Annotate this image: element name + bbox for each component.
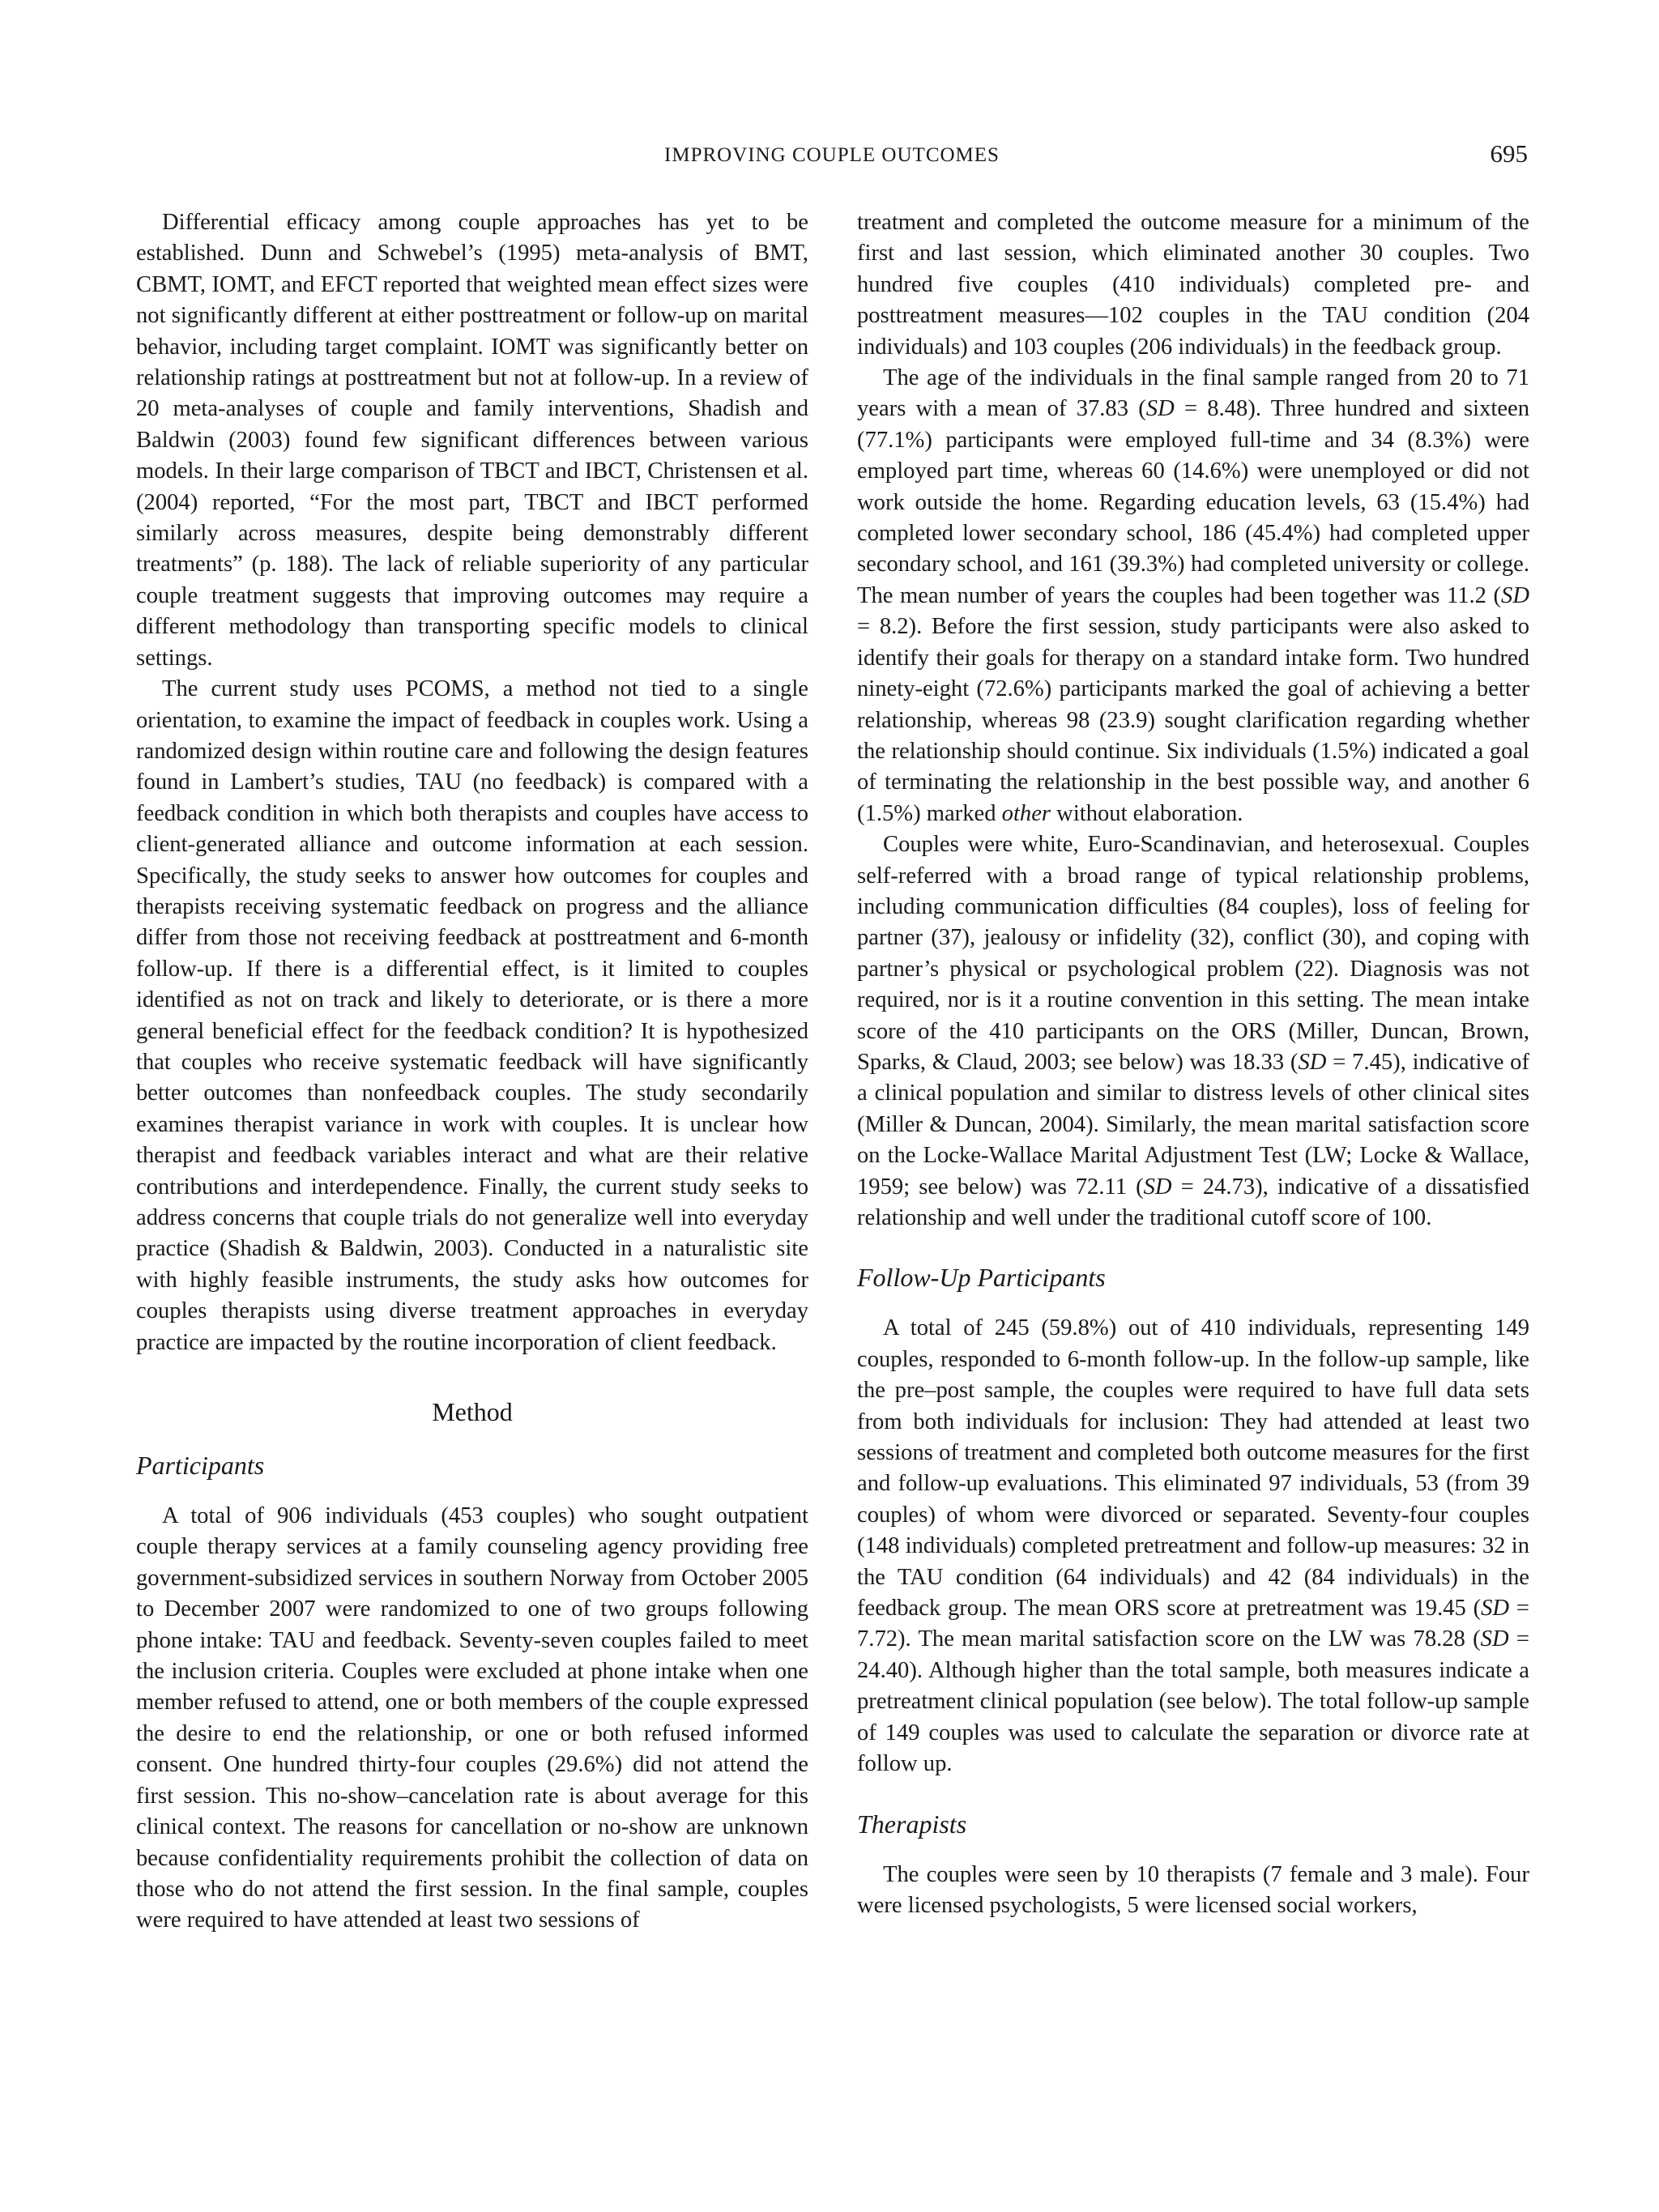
subsection-heading-therapists: Therapists	[857, 1809, 967, 1839]
sd-symbol: SD	[1480, 1626, 1509, 1652]
text-run: The age of the individuals in the final sample ranged from 20 to 71 years with a mean of 37.83 (	[857, 365, 1529, 422]
text-run: = 7.45), indicative of a clinical population and similar to distress levels of other clinical sites (Miller & Duncan, 2004). Similarly, the mean marital satisfaction score on the Locke-Wallace Marital Adjustment Test (LW; Locke & Wallace, 1959; see below) was 72.11 (	[857, 1049, 1529, 1200]
text-run: Couples were white, Euro-Scandinavian, and heterosexual. Couples self-referred with a broad range of typical relationship problems, including communication difficulties (84 couples), loss of feeling for partner (37), jealousy or infidelity (32), conflict (30), and coping with partner’s physical or psychological problem (22). Diagnosis was not required, nor is it a routine convention in this setting. The mean intake score of the 410 participants on the ORS (Miller, Duncan, Brown, Sparks, & Claud, 2003; see below) was 18.33 (	[857, 832, 1529, 1075]
paragraph-continued-treatment: treatment and completed the outcome measure for a minimum of the first and last session, which eliminated another 30 couples. Two hundred five couples (410 individuals) completed pre- and posttreatment measures—102 couples in the TAU condition (204 individuals) and 103 couples (206 individuals) in the feedback group.	[857, 210, 1529, 360]
sd-symbol: SD	[1143, 1174, 1172, 1200]
text-run: A total of 245 (59.8%) out of 410 individuals, representing 149 couples, responded to 6-month follow-up. In the follow-up sample, like the pre–post sample, the couples were required to have full data sets from both individuals for inclusion: They had attended at least two sessions of treatment and completed both outcome measures for the first and follow-up evaluations. This eliminated 97 individuals, 53 (from 39 couples) of whom were divorced or separated. Seventy-four couples (148 individuals) completed pretreatment and follow-up measures: 32 in the TAU condition (64 individuals) and 42 (84 individuals) in the feedback group. The mean ORS score at pretreatment was 19.45 (	[857, 1315, 1529, 1622]
sd-symbol: SD	[1298, 1049, 1327, 1075]
section-heading-method: Method	[432, 1397, 513, 1427]
subsection-heading-follow-up-participants: Follow-Up Participants	[857, 1263, 1106, 1293]
paragraph-follow-up	[857, 1313, 1529, 1779]
paragraph-couples-description	[857, 829, 1529, 1234]
paragraph-participants: A total of 906 individuals (453 couples) who sought outpatient couple therapy services at a family counseling agency providing free government-subsidized services in southern Norway from October 2005 to December 2007 were randomized to one of two groups following phone intake: TAU and feedback. Seventy-seven couples failed to meet the inclusion criteria. Couples were excluded at phone intake when one member refused to attend, one or both members of the couple expressed the desire to end the relationship, or one or both refused informed consent. One hundred thirty-four couples (29.6%) did not attend the first session. This no-show–cancelation rate is about average for this clinical context. The reasons for cancellation or no-show are unknown because confidentiality requirements prohibit the collection of data on those who do not attend the first session. In the final sample, couples were required to have attended at least two sessions of	[136, 1503, 808, 1933]
text-run: = 8.2). Before the first session, study participants were also asked to identify their goals for therapy on a standard intake form. Two hundred ninety-eight (72.6%) participants marked the goal of achieving a better relationship, whereas 98 (23.9) sought clarification regarding whether the relationship should continue. Six individuals (1.5%) indicated a goal of terminating the relationship in the best possible way, and another 6 (1.5%) marked	[857, 614, 1529, 826]
paragraph-differential-efficacy: Differential efficacy among couple approaches has yet to be established. Dunn and Schwebel’s (1995) meta-analysis of BMT, CBMT, IOMT, and EFCT reported that weighted mean effect sizes were not significantly different at either posttreatment or follow-up on marital behavior, including target complaint. IOMT was significantly better on relationship ratings at posttreatment but not at follow-up. In a review of 20 meta-analyses of couple and family interventions, Shadish and Baldwin (2003) found few significant differences between various models. In their large comparison of TBCT and IBCT, Christensen et al. (2004) reported, “For the most part, TBCT and IBCT performed similarly across measures, despite being demonstrably different treatments” (p. 188). The lack of reliable superiority of any particular couple treatment suggests that improving outcomes may require a different methodology than transporting specific models to clinical settings.	[136, 210, 808, 671]
text-run: = 7.72). The mean marital satisfaction score on the LW was 78.28 (	[857, 1596, 1529, 1652]
text-run: = 24.40). Although higher than the total sample, both measures indicate a pretreatment clinical population (see below). The total follow-up sample of 149 couples was used to calculate the separation or divorce rate at follow up.	[857, 1626, 1529, 1777]
italic-other: other	[1001, 800, 1051, 826]
text-run: without elaboration.	[1051, 800, 1243, 826]
text-run: = 24.73), indicative of a dissatisfied relationship and well under the traditional cutoff score of 100.	[857, 1174, 1529, 1230]
paragraph-therapists: The couples were seen by 10 therapists (7 female and 3 male). Four were licensed psychologists, 5 were licensed social workers,	[857, 1861, 1529, 1918]
sd-symbol: SD	[1145, 396, 1175, 422]
subsection-heading-participants: Participants	[136, 1451, 265, 1481]
left-column	[136, 207, 808, 1937]
text-run: = 8.48). Three hundred and sixteen (77.1%) participants were employed full-time and 34 (8.3%) were employed part time, whereas 60 (14.6%) were unemployed or did not work outside the home. Regarding education levels, 63 (15.4%) had completed lower secondary school, 186 (45.4%) had completed upper secondary school, and 161 (39.3%) had completed university or college. The mean number of years the couples had been together was 11.2 (	[857, 396, 1529, 608]
sd-symbol: SD	[1501, 582, 1529, 608]
page-number: 695	[1490, 139, 1528, 168]
right-column	[857, 207, 1529, 1921]
paragraph-age-demographics	[857, 363, 1529, 829]
running-title: IMPROVING COUPLE OUTCOMES	[664, 144, 1000, 166]
paragraph-current-study: The current study uses PCOMS, a method not tied to a single orientation, to examine the impact of feedback in couples work. Using a randomized design within routine care and following the design features found in Lambert’s studies, TAU (no feedback) is compared with a feedback condition in which both therapists and couples have access to client-generated alliance and outcome information at each session. Specifically, the study seeks to answer how outcomes for couples and therapists receiving systematic feedback on progress and the alliance differ from those not receiving feedback at posttreatment and 6-month follow-up. If there is a differential effect, is it limited to couples identified as not on track and likely to deteriorate, or is there a more general beneficial effect for the feedback condition? It is hypothesized that couples who receive systematic feedback will have significantly better outcomes than nonfeedback couples. The study secondarily examines therapist variance in work with couples. It is unclear how therapist and feedback variables interact and what are their relative contributions and interdependence. Finally, the current study seeks to address concerns that couple trials do not generalize well into everyday practice (Shadish & Baldwin, 2003). Conducted in a naturalistic site with highly feasible instruments, the study asks how outcomes for couples therapists using diverse treatment approaches in everyday practice are impacted by the routine incorporation of client feedback.	[136, 676, 808, 1355]
running-head	[136, 139, 1528, 172]
sd-symbol: SD	[1481, 1596, 1510, 1622]
